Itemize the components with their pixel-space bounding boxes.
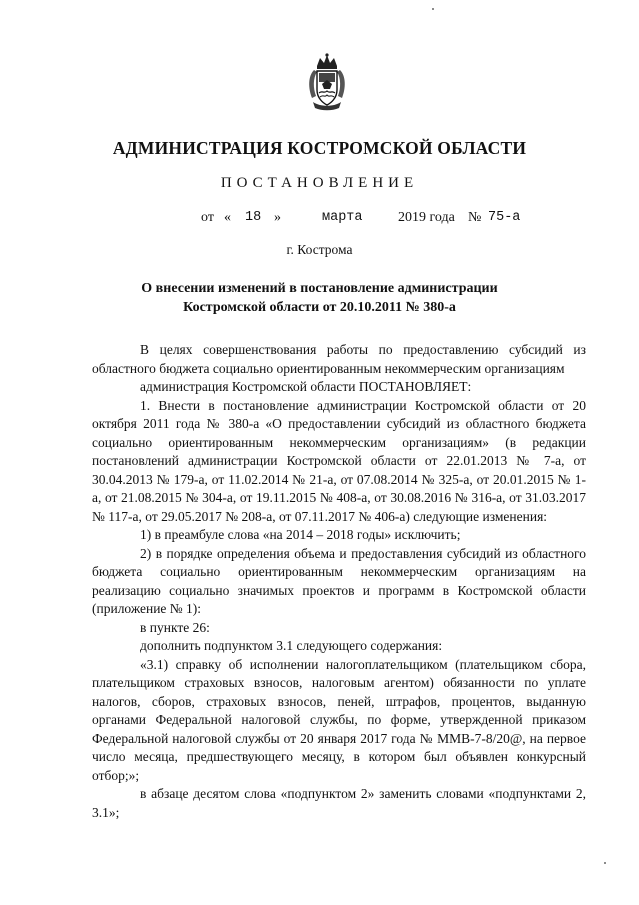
document-title <box>0 279 639 317</box>
date-year: 2019 года <box>398 210 455 225</box>
scan-speck <box>604 862 606 864</box>
paragraph-preamble: В целях совершенствования работы по предоставлению субсидий из областного бюджета социально ориентированным некоммерческим организациям <box>92 342 586 376</box>
date-day: 18 <box>245 210 262 225</box>
document-type: ПОСТАНОВЛЕНИЕ <box>220 175 419 191</box>
scan-speck <box>432 8 434 10</box>
paragraph-add-subpoint: дополнить подпунктом 3.1 следующего содержания: <box>140 638 443 653</box>
paragraph-resolves: администрация Костромской области ПОСТАНОВЛЯЕТ: <box>140 379 472 394</box>
document-number: 75-а <box>488 210 521 225</box>
paragraph-point-26: в пункте 26: <box>140 619 210 635</box>
paragraph-subpoint-3-1: «3.1) справку об исполнении налогоплательщиком (плательщиком сбора, плательщиком страховых взносов, налоговым агентом) обязанности по уплате налогов, сборов, страховых взносов, пеней, штрафов, процентов, выданную органами Федеральной налоговой службы, по форме, утвержденной приказом Федеральной налоговой службы от 20 января 2017 года № ММВ-7-8/20@, на первое число месяца, предшествующего месяцу, в котором был объявлен конкурсный отбор;»; <box>92 656 586 783</box>
date-open-quote: « <box>224 210 231 225</box>
date-month: марта <box>322 210 363 225</box>
title-line-2: Костромской области от 20.10.2011 № 380-а <box>183 300 456 315</box>
paragraph-tenth-clause: в абзаце десятом слова «подпунктом 2» заменить словами «подпунктами 2, 3.1»; <box>92 786 586 820</box>
number-sign: № <box>468 210 482 225</box>
paragraph-item-1: 1. Внести в постановление администрации Костромской области от 20 октября 2011 года № 380-а «О предоставлении субсидий из областного бюджета социально ориентированным некоммерческим организациям» (в редакции постановлений администрации Костромской области от 22.01.2013 № 7-а, от 30.04.2013 № 179-а, от 11.02.2014 № 21-а, от 07.08.2014 № 325-а, от 20.01.2015 № 1-а, от 21.08.2015 № 304-а, от 19.11.2015 № 408-а, от 30.08.2016 № 316-а, от 31.03.2017 № 117-а, от 29.05.2017 № 208-а, от 07.11.2017 № 406-а) следующие изменения: <box>92 397 586 524</box>
organization-title: АДМИНИСТРАЦИЯ КОСТРОМСКОЙ ОБЛАСТИ <box>112 138 527 158</box>
document-body <box>92 341 586 822</box>
date-close-quote: » <box>274 210 281 225</box>
paragraph-subitem-1: 1) в преамбуле слова «на 2014 – 2018 годы» исключить; <box>140 527 461 542</box>
coat-of-arms-icon <box>302 52 352 112</box>
paragraph-subitem-2: 2) в порядке определения объема и предоставления субсидий из областного бюджета социально ориентированным некоммерческим организациям на реализацию социально значимых проектов и программ в Костромской области (приложение № 1): <box>92 545 586 616</box>
city: г. Кострома <box>286 242 353 257</box>
title-line-1: О внесении изменений в постановление администрации <box>141 281 498 296</box>
date-prefix: от <box>201 210 214 225</box>
